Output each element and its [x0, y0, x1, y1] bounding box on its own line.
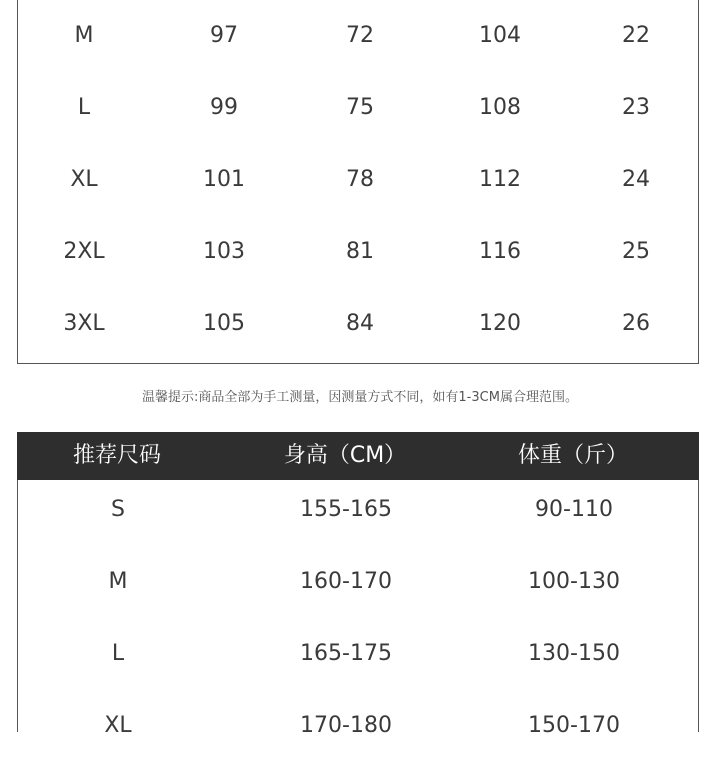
table-cell: 116: [479, 239, 521, 264]
table-cell: 81: [346, 239, 374, 264]
size-cell: 3XL: [63, 311, 105, 336]
header-height: 身高（CM）: [283, 443, 407, 468]
table-cell: 97: [210, 23, 238, 48]
size-cell: M: [108, 569, 128, 594]
table-row: [18, 144, 698, 216]
size-cell: S: [111, 497, 125, 522]
table-row: [18, 72, 698, 144]
table-cell: 99: [210, 95, 238, 120]
table-cell: 84: [346, 311, 374, 336]
recommended-size-table: [17, 432, 699, 738]
size-cell: XL: [104, 713, 132, 738]
size-cell: XL: [70, 167, 98, 192]
table-row: [18, 0, 698, 72]
size-cell: 2XL: [63, 239, 105, 264]
height-cell: 170-180: [300, 713, 392, 738]
table-row: [18, 216, 698, 288]
table-row: [18, 288, 698, 360]
table-cell: 22: [622, 23, 650, 48]
table-row: [18, 546, 698, 618]
table-cell: 103: [203, 239, 245, 264]
table-cell: 75: [346, 95, 374, 120]
weight-cell: 150-170: [528, 713, 620, 738]
height-cell: 155-165: [300, 497, 392, 522]
table-row: [18, 690, 698, 762]
table-cell: 25: [622, 239, 650, 264]
size-cell: M: [74, 23, 94, 48]
table-header: [17, 432, 699, 480]
weight-cell: 130-150: [528, 641, 620, 666]
header-weight: 体重（斤）: [517, 443, 628, 468]
table-cell: 104: [479, 23, 521, 48]
height-cell: 165-175: [300, 641, 392, 666]
weight-cell: 90-110: [535, 497, 613, 522]
size-cell: L: [111, 641, 125, 666]
table-cell: 112: [479, 167, 521, 192]
table-row: [18, 474, 698, 546]
measurement-note: 温馨提示:商品全部为手工测量，因测量方式不同，如有1-3CM属合理范围。: [142, 390, 578, 405]
table-cell: 78: [346, 167, 374, 192]
table-cell: 23: [622, 95, 650, 120]
header-recommended-size: 推荐尺码: [72, 443, 161, 468]
table-cell: 72: [346, 23, 374, 48]
weight-cell: 100-130: [528, 569, 620, 594]
table-cell: 101: [203, 167, 245, 192]
table-cell: 105: [203, 311, 245, 336]
table-row: [18, 618, 698, 690]
height-cell: 160-170: [300, 569, 392, 594]
size-cell: L: [77, 95, 91, 120]
table-cell: 108: [479, 95, 521, 120]
size-measurement-table: [17, 0, 699, 364]
table-cell: 24: [622, 167, 650, 192]
table-cell: 26: [622, 311, 650, 336]
table-cell: 120: [479, 311, 521, 336]
